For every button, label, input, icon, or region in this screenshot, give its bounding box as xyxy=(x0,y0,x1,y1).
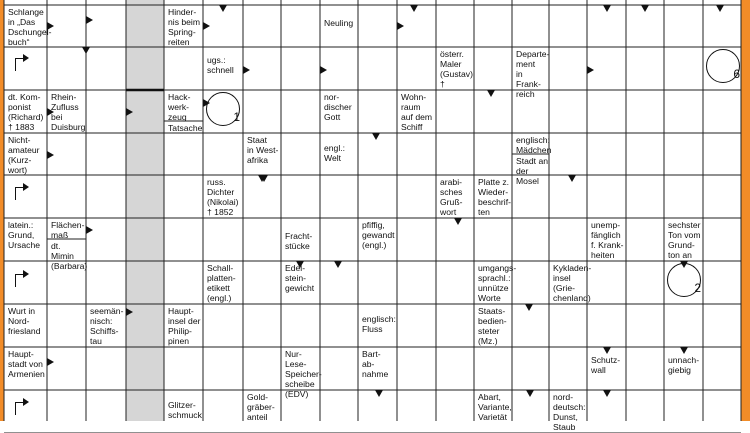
clue-cell: Fracht- stücke xyxy=(285,231,313,251)
arrow-down-icon xyxy=(372,133,380,140)
arrow-right-icon xyxy=(86,16,93,24)
clue-cell: Schutz- wall xyxy=(591,355,621,375)
arrow-down-icon xyxy=(716,5,724,12)
arrow-down-icon xyxy=(487,90,495,97)
clue-cell: Nicht- amateur (Kurz- wort) xyxy=(8,135,40,175)
clue-cell: Haupt- stadt von Armenien xyxy=(8,349,45,379)
arrow-down-icon xyxy=(603,347,611,354)
clue-cell: Staats- bedien- steter (Mz.) xyxy=(478,306,507,346)
clue-cell: Abart, Variante, Varietät xyxy=(478,392,512,422)
clue-cell: Staat in West- afrika xyxy=(247,135,279,165)
clue-cell: latein.: Grund, Ursache xyxy=(8,220,40,250)
clue-cell: Stadt an der Mosel xyxy=(516,156,549,186)
clue-cell: österr. Maler (Gustav) † xyxy=(440,49,473,89)
corner-arrow-icon xyxy=(15,187,25,200)
solution-circle xyxy=(706,49,740,83)
clue-cell: Nur-Lese- Speicher- scheibe (EDV) xyxy=(285,349,322,399)
clue-cell: Wurt in Nord- friesland xyxy=(8,306,41,336)
clue-cell: Tatsache xyxy=(168,123,203,133)
clue-cell: russ. Dichter (Nikolai) † 1852 xyxy=(207,177,239,217)
arrow-down-icon xyxy=(526,390,534,397)
arrow-right-icon xyxy=(126,108,133,116)
clue-cell: engl.: Welt xyxy=(324,143,346,163)
arrow-down-icon xyxy=(296,261,304,268)
clue-cell: Bart- ab- nahme xyxy=(362,349,389,379)
solution-number: 6 xyxy=(733,67,740,81)
clue-cell: Hack- werk- zeug xyxy=(168,92,191,122)
clue-cell: Glitzer- schmuck xyxy=(168,400,202,420)
clue-cell: Kykladen- insel (Grie- chenland) xyxy=(553,263,592,303)
clue-cell: Rhein- Zufluss bei Duisburg xyxy=(51,92,86,132)
clue-cell: Neuling xyxy=(324,18,354,28)
arrow-down-icon xyxy=(258,175,266,182)
gray-column xyxy=(126,0,164,421)
arrow-right-icon xyxy=(47,151,54,159)
arrow-right-icon xyxy=(86,226,93,234)
clue-cell: umgangs- sprachl.: unnütze Worte xyxy=(478,263,517,303)
clue-cell: unnach- giebig xyxy=(668,355,700,375)
clue-cell xyxy=(513,0,548,5)
clue-cell: Flächen- maß xyxy=(51,220,85,240)
arrow-down-icon xyxy=(680,347,688,354)
clue-cell: Haupt- insel der Philip- pinen xyxy=(168,306,201,346)
arrow-down-icon xyxy=(410,5,418,12)
orange-frame-right xyxy=(741,0,750,421)
arrow-down-icon xyxy=(334,261,342,268)
clue-cell: Platte z. Wieder- beschrif- ten xyxy=(478,177,511,217)
clue-cell: Gold- gräber- anteil xyxy=(247,392,275,422)
solution-number: 2 xyxy=(694,281,701,295)
clue-cell: nor- discher Gott xyxy=(324,92,352,122)
arrow-right-icon xyxy=(320,66,327,74)
orange-frame-left xyxy=(0,0,4,421)
clue-cell: englisch: Mädchen xyxy=(516,135,552,155)
clue-cell: Hinder- nis beim Spring- reiten xyxy=(168,7,200,47)
arrow-down-icon xyxy=(641,5,649,12)
clue-cell: seemän- nisch: Schiffs- tau xyxy=(90,306,124,346)
solution-circle xyxy=(667,263,701,297)
corner-arrow-icon xyxy=(15,402,25,415)
arrow-right-icon xyxy=(126,308,133,316)
clue-cell: ugs.: schnell xyxy=(207,55,234,75)
arrow-right-icon xyxy=(47,22,54,30)
arrow-right-icon xyxy=(47,358,54,366)
arrow-right-icon xyxy=(47,108,54,116)
clue-cell: Wohn- raum auf dem Schiff xyxy=(401,92,433,132)
clue-cell: Departe- ment in Frank- reich xyxy=(516,49,550,99)
clue-cell: pfiffig, gewandt (engl.) xyxy=(362,220,395,250)
solution-number: 1 xyxy=(233,110,240,124)
clue-cell: unemp- fänglich f. Krank- heiten xyxy=(591,220,624,260)
clue-cell: dt. Mimin (Barbara) xyxy=(51,241,88,271)
arrow-down-icon xyxy=(375,390,383,397)
clue-cell: arabi- sches Gruß- wort xyxy=(440,177,463,217)
corner-arrow-icon xyxy=(15,58,25,71)
clue-cell: Schall- platten- etikett (engl.) xyxy=(207,263,236,303)
clue-cell: Edel- stein- gewicht xyxy=(285,263,315,293)
arrow-right-icon xyxy=(587,66,594,74)
arrow-right-icon xyxy=(243,66,250,74)
clue-cell: sechster Ton vom Grund- ton an xyxy=(668,220,701,260)
arrow-down-icon xyxy=(568,175,576,182)
arrow-down-icon xyxy=(603,390,611,397)
solution-circle xyxy=(206,92,240,126)
arrow-down-icon xyxy=(82,47,90,54)
arrow-down-icon xyxy=(219,5,227,12)
clue-cell: dt. Kom- ponist (Richard) † 1883 xyxy=(8,92,44,132)
corner-arrow-icon xyxy=(15,274,25,287)
arrow-right-icon xyxy=(203,22,210,30)
arrow-down-icon xyxy=(603,5,611,12)
arrow-down-icon xyxy=(454,218,462,225)
clue-cell: Schlange in „Das Dschungel- buch“ xyxy=(8,7,52,47)
clue-cell xyxy=(5,0,46,5)
arrow-down-icon xyxy=(525,304,533,311)
clue-cell: nord- deutsch: Dunst, Staub xyxy=(553,392,586,432)
clue-cell: englisch: Fluss xyxy=(362,314,396,334)
arrow-right-icon xyxy=(397,22,404,30)
